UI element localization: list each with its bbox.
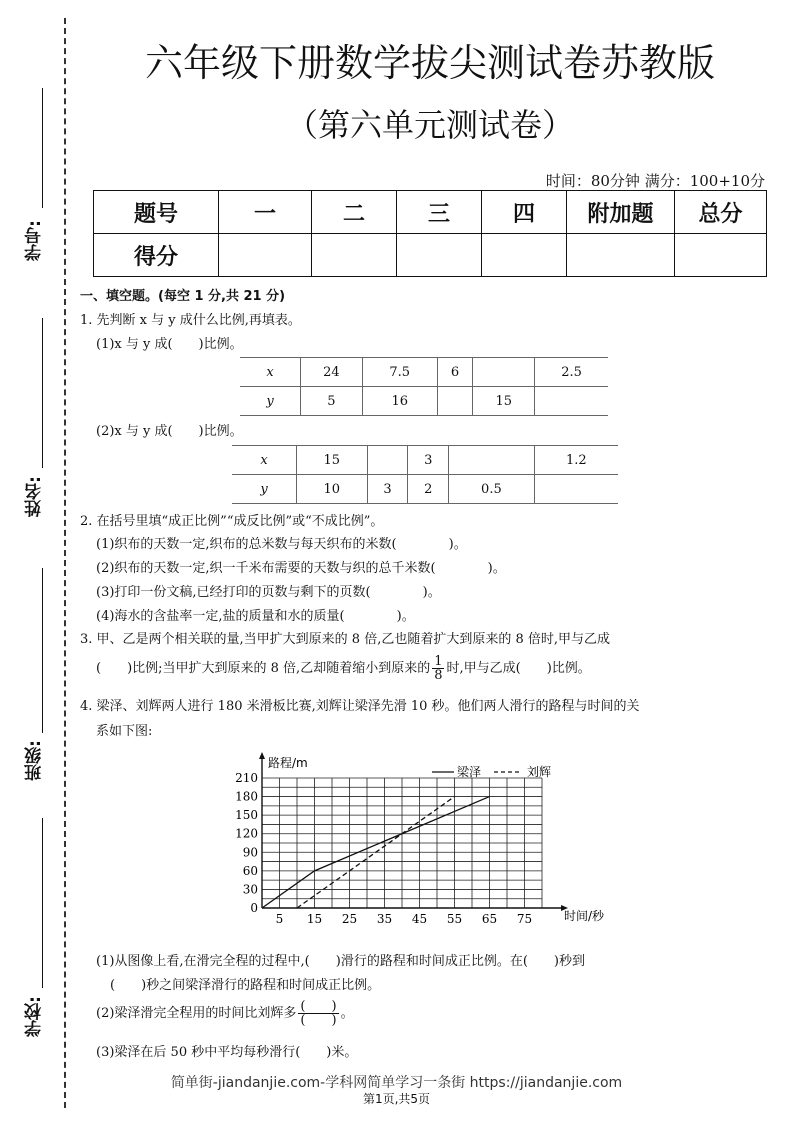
school-label: 学校: bbox=[25, 996, 45, 1037]
q4-sub2-b: 。 bbox=[340, 1006, 354, 1021]
fraction-numerator[interactable]: ( ) bbox=[300, 999, 337, 1014]
fraction-denominator[interactable]: ( ) bbox=[300, 1013, 337, 1028]
table-cell: 16 bbox=[362, 387, 437, 416]
x-tick-label: 55 bbox=[446, 912, 463, 926]
x-tick-label: 15 bbox=[306, 912, 323, 926]
table-cell: 3 bbox=[367, 475, 408, 504]
legend-dashed-label: 刘辉 bbox=[527, 765, 552, 779]
y-tick-label: 60 bbox=[242, 863, 258, 878]
q3-line2 bbox=[96, 655, 591, 682]
y-label: y bbox=[232, 475, 297, 504]
score-cell[interactable] bbox=[482, 234, 567, 277]
footer-site: 简单街-jiandanjie.com-学科网简单学习一条街 https://jiandanjie.com bbox=[170, 1075, 623, 1091]
chart-grid bbox=[262, 778, 542, 908]
q1-t1-x-row bbox=[240, 358, 608, 387]
q2-item: (2)织布的天数一定,织一千米布需要的天数与织的总千米数( )。 bbox=[96, 561, 506, 576]
q2-item: (3)打印一份文稿,已经打印的页数与剩下的页数( )。 bbox=[96, 585, 441, 600]
section-heading: 一、填空题。(每空 1 分,共 21 分) bbox=[80, 289, 286, 304]
school-line bbox=[42, 818, 43, 988]
q1-t2-x-row bbox=[232, 446, 618, 475]
chart-axes bbox=[259, 752, 568, 911]
page-title: 六年级下册数学拔尖测试卷苏教版 bbox=[144, 41, 715, 85]
q4-line2: 系如下图: bbox=[96, 724, 153, 739]
y-tick-label: 90 bbox=[242, 845, 258, 860]
q1-t2-y-row bbox=[232, 475, 618, 504]
table-cell: 15 bbox=[297, 446, 368, 475]
table-cell: 2.5 bbox=[535, 358, 608, 387]
y-tick-label: 0 bbox=[250, 901, 258, 915]
x-tick-label: 65 bbox=[481, 912, 498, 926]
x-tick-label: 5 bbox=[275, 912, 284, 926]
score-table bbox=[93, 190, 767, 277]
q2-text: 2. 在括号里填“成正比例”“成反比例”或“不成比例”。 bbox=[80, 514, 384, 529]
y-axis-arrow bbox=[259, 752, 265, 759]
student-no-label: 学号: bbox=[25, 220, 45, 261]
q3-line1: 3. 甲、乙是两个相关联的量,当甲扩大到原来的 8 倍,乙也随着扩大到原来的 8 倍时,甲与乙成 bbox=[80, 632, 611, 647]
table-cell[interactable] bbox=[534, 475, 618, 504]
table-cell[interactable] bbox=[535, 387, 608, 416]
y-axis-label: 路程/m bbox=[268, 756, 308, 770]
table-cell: 0.5 bbox=[449, 475, 535, 504]
score-header-cell: 题号 bbox=[94, 191, 219, 234]
q4-sub1a: (1)从图像上看,在滑完全程的过程中,( )滑行的路程和时间成正比例。在( )秒到 bbox=[96, 954, 585, 969]
time-info: 时间：80分钟 满分：100+10分 bbox=[545, 172, 765, 190]
score-row-label: 得分 bbox=[94, 234, 219, 277]
q1-part2: (2)x 与 y 成( )比例。 bbox=[96, 424, 243, 439]
y-tick-label: 120 bbox=[235, 826, 258, 841]
fraction-denominator: 8 bbox=[434, 668, 443, 683]
y-tick-label: 150 bbox=[235, 808, 258, 823]
q1-t1-y-row bbox=[240, 387, 608, 416]
x-tick-label: 25 bbox=[341, 912, 358, 926]
footer-page: 第1页,共5页 bbox=[362, 1092, 431, 1106]
score-table-score-row bbox=[94, 234, 767, 277]
table-cell: 24 bbox=[301, 358, 363, 387]
q3-line2-a: ( )比例;当甲扩大到原来的 8 倍,乙却随着缩小到原来的 bbox=[96, 661, 431, 676]
legend-solid-label: 梁泽 bbox=[457, 765, 482, 779]
score-header-cell: 总分 bbox=[675, 191, 767, 234]
x-tick-label: 35 bbox=[376, 912, 393, 926]
binding-dashed-line bbox=[64, 18, 66, 1108]
score-table-header-row bbox=[94, 191, 767, 234]
table-cell[interactable] bbox=[449, 446, 535, 475]
score-header-cell: 二 bbox=[312, 191, 397, 234]
table-cell: 3 bbox=[408, 446, 449, 475]
student-no-line bbox=[42, 88, 43, 208]
q2-item: (4)海水的含盐率一定,盐的质量和水的质量( )。 bbox=[96, 609, 415, 624]
q4-sub2-fraction bbox=[298, 1000, 338, 1027]
table-cell: 2 bbox=[408, 475, 449, 504]
score-cell[interactable] bbox=[219, 234, 312, 277]
q1-text: 1. 先判断 x 与 y 成什么比例,再填表。 bbox=[80, 313, 301, 328]
table-cell[interactable] bbox=[437, 387, 473, 416]
score-header-cell: 四 bbox=[482, 191, 567, 234]
q4-sub2-a: (2)梁泽滑完全程用的时间比刘辉多 bbox=[96, 1006, 297, 1021]
score-header-cell: 一 bbox=[219, 191, 312, 234]
y-tick-label: 210 bbox=[235, 771, 258, 785]
score-cell[interactable] bbox=[675, 234, 767, 277]
q1-part1: (1)x 与 y 成( )比例。 bbox=[96, 337, 243, 352]
q4-sub3: (3)梁泽在后 50 秒中平均每秒滑行( )米。 bbox=[96, 1045, 358, 1060]
class-line bbox=[42, 568, 43, 733]
x-axis-label: 时间/秒 bbox=[564, 909, 605, 923]
distance-time-chart bbox=[222, 745, 642, 935]
q3-line2-b: 时,甲与乙成( )比例。 bbox=[446, 661, 591, 676]
name-line bbox=[42, 318, 43, 468]
table-cell: 7.5 bbox=[362, 358, 437, 387]
table-cell[interactable] bbox=[473, 358, 535, 387]
name-label: 姓名: bbox=[25, 476, 45, 517]
score-header-cell: 附加题 bbox=[567, 191, 675, 234]
table-cell: 10 bbox=[297, 475, 368, 504]
x-label: x bbox=[240, 358, 301, 387]
x-label: x bbox=[232, 446, 297, 475]
table-cell: 1.2 bbox=[534, 446, 618, 475]
table-cell: 15 bbox=[473, 387, 535, 416]
y-tick-label: 30 bbox=[242, 882, 258, 897]
x-tick-label: 75 bbox=[516, 912, 533, 926]
table-cell: 5 bbox=[301, 387, 363, 416]
q1-table-2 bbox=[232, 445, 618, 504]
q3-fraction bbox=[432, 655, 444, 682]
page-subtitle: （第六单元测试卷） bbox=[285, 106, 574, 144]
q2-item: (1)织布的天数一定,织布的总米数与每天织布的米数( )。 bbox=[96, 537, 467, 552]
y-tick-label: 180 bbox=[235, 789, 258, 804]
score-header-cell: 三 bbox=[397, 191, 482, 234]
table-cell: 6 bbox=[437, 358, 473, 387]
class-label: 班级: bbox=[25, 740, 45, 781]
score-cell[interactable] bbox=[567, 234, 675, 277]
chart-legend bbox=[432, 764, 551, 779]
score-cell[interactable] bbox=[397, 234, 482, 277]
q4-sub1b: ( )秒之间梁泽滑行的路程和时间成正比例。 bbox=[110, 978, 381, 993]
q4-line1: 4. 梁泽、刘辉两人进行 180 米滑板比赛,刘辉让梁泽先滑 10 秒。他们两人滑行的路程与时间的关 bbox=[80, 699, 640, 714]
y-label: y bbox=[240, 387, 301, 416]
q1-table-1 bbox=[240, 357, 608, 416]
score-cell[interactable] bbox=[312, 234, 397, 277]
q4-sub2 bbox=[96, 1000, 354, 1027]
x-tick-label: 45 bbox=[411, 912, 428, 926]
fraction-numerator: 1 bbox=[434, 654, 443, 669]
table-cell[interactable] bbox=[367, 446, 408, 475]
